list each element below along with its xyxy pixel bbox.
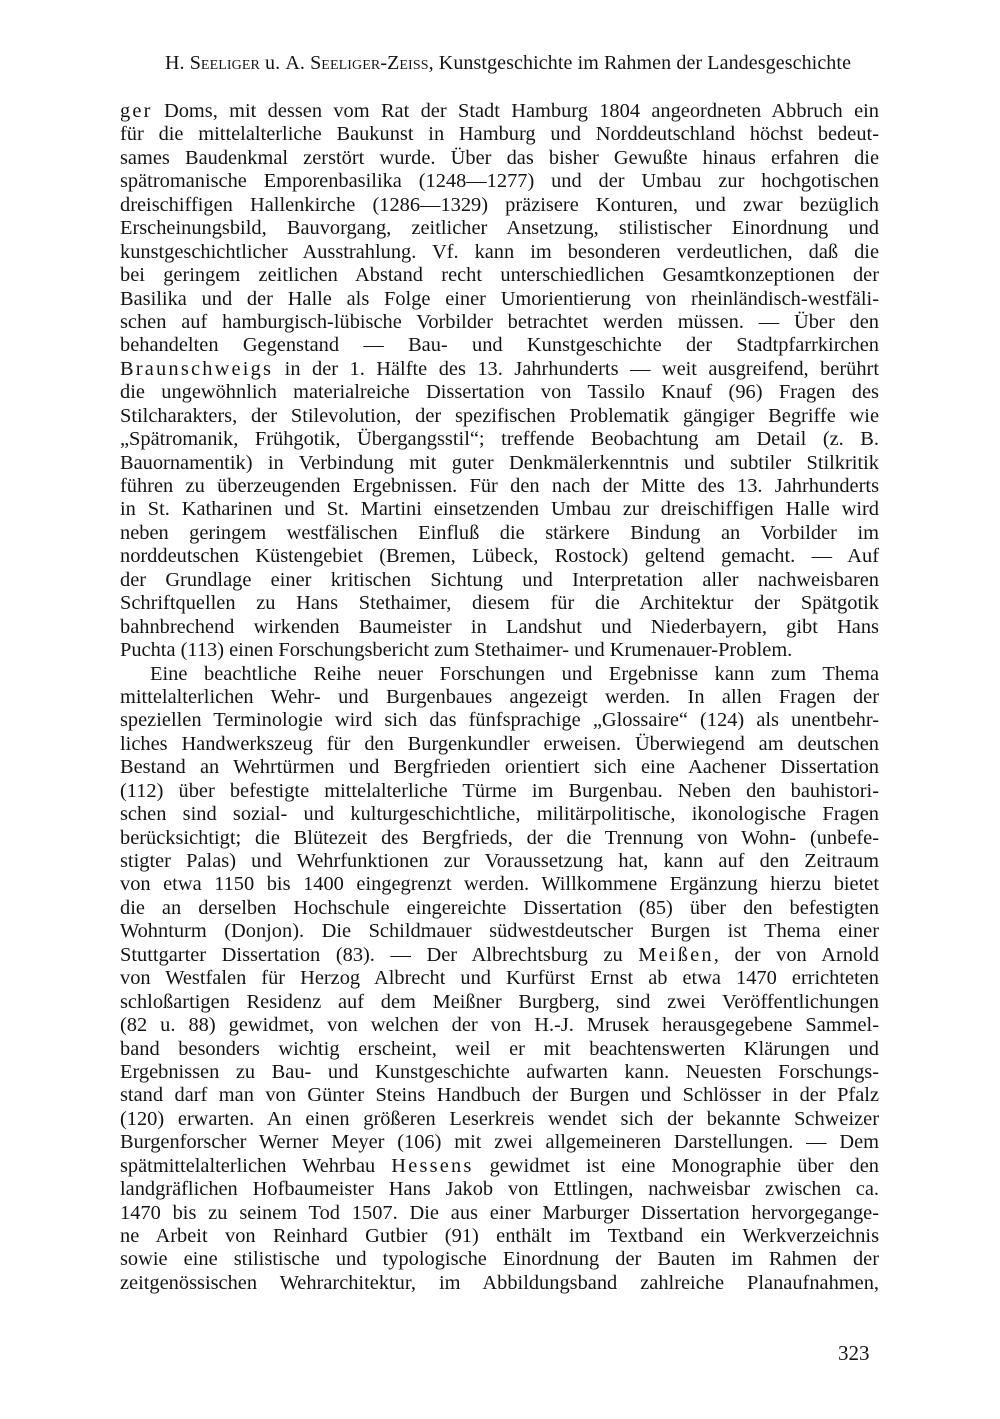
paragraph-2 bbox=[120, 663, 879, 1296]
text-line bbox=[120, 1038, 879, 1061]
text-line bbox=[120, 663, 879, 686]
text-segment: bei geringem zeitlichen Abstand recht unterschiedlichen Gesamtkonzeptionen der bbox=[120, 264, 879, 287]
text-line bbox=[120, 381, 879, 404]
text-line bbox=[120, 311, 879, 334]
text-segment: schloßartigen Residenz auf dem Meißner Burgberg, sind zwei Veröffentlichungen bbox=[120, 990, 879, 1013]
text-segment: Bestand an Wehrtürmen und Bergfrieden orientiert sich eine Aachener Dissertation bbox=[120, 756, 879, 779]
text-segment: band besonders wichtig erscheint, weil er mit beachtenswerten Klärungen und bbox=[120, 1037, 879, 1060]
text-segment: gewidmet ist eine Monographie über den bbox=[473, 1154, 879, 1177]
text-segment: neben geringem westfälischen Einfluß die stärkere Bindung an Vorbilder im bbox=[120, 521, 879, 544]
text-line bbox=[120, 709, 879, 732]
text-segment: Schriftquellen zu Hans Stethaimer, diesem für die Architektur der Spätgotik bbox=[120, 592, 879, 615]
text-line bbox=[120, 1248, 879, 1271]
text-segment: Stuttgarter Dissertation (83). — Der Albrechtsburg zu bbox=[120, 943, 639, 966]
text-line bbox=[120, 756, 879, 779]
text-line bbox=[120, 1131, 879, 1154]
text-line bbox=[120, 1202, 879, 1225]
text-segment: (112) über befestigte mittelalterliche Türme im Burgenbau. Neben den bauhistori- bbox=[120, 779, 879, 802]
text-segment: 1470 bis zu seinem Tod 1507. Die aus einer Marburger Dissertation hervorgegange- bbox=[120, 1201, 879, 1224]
text-segment: Eine beachtliche Reihe neuer Forschungen und Ergebnisse kann zum Thema bbox=[150, 662, 879, 685]
body-text bbox=[120, 100, 879, 1295]
text-segment: kunstgeschichtlicher Ausstrahlung. Vf. kann im besonderen verdeutlichen, daß die bbox=[120, 240, 879, 263]
text-line bbox=[120, 498, 879, 521]
text-line bbox=[120, 522, 879, 545]
text-line bbox=[120, 217, 879, 240]
text-segment: sames Baudenkmal zerstört wurde. Über das bisher Gewußte hinaus erfahren die bbox=[120, 146, 879, 169]
text-segment: zeitgenössischen Wehrarchitektur, im Abbildungsband zahlreiche Planaufnahmen, bbox=[120, 1271, 879, 1294]
text-line bbox=[120, 1108, 879, 1131]
text-segment: ne Arbeit von Reinhard Gutbier (91) enthält im Textband ein Werkverzeichnis bbox=[120, 1225, 879, 1247]
page-number: 323 bbox=[838, 1341, 870, 1365]
text-segment: speziellen Terminologie wird sich das fünfsprachige „Glossaire“ (124) als unentbehr- bbox=[120, 709, 879, 732]
text-segment: berücksichtigt; die Blütezeit des Bergfrieds, der die Trennung von Wohn- (unbefe- bbox=[120, 826, 879, 849]
spaced-emphasis: Hessens bbox=[391, 1154, 474, 1177]
text-segment: behandelten Gegenstand — Bau- und Kunstgeschichte der Stadtpfarrkirchen bbox=[120, 334, 879, 357]
text-line bbox=[120, 616, 879, 639]
text-segment: mittelalterlichen Wehr- und Burgenbaues angezeigt werden. In allen Fragen der bbox=[120, 685, 879, 708]
text-line bbox=[120, 827, 879, 850]
text-line bbox=[120, 428, 879, 451]
text-line bbox=[120, 780, 879, 803]
text-segment: Basilika und der Halle als Folge einer Umorientierung von rheinländisch-westfäli- bbox=[120, 287, 879, 310]
text-segment: landgräflichen Hofbaumeister Hans Jakob von Ettlingen, nachweisbar zwischen ca. bbox=[120, 1178, 879, 1201]
text-segment: Puchta (113) einen Forschungsbericht zum Stethaimer- und Krumenauer-Problem. bbox=[120, 639, 793, 662]
text-segment: spätromanische Emporenbasilika (1248—1277) und der Umbau zur hochgotischen bbox=[120, 170, 879, 193]
text-line bbox=[120, 194, 879, 217]
running-head bbox=[138, 50, 878, 76]
text-line bbox=[120, 991, 879, 1014]
text-line bbox=[120, 147, 879, 170]
text-segment: norddeutschen Küstengebiet (Bremen, Lübeck, Rostock) geltend gemacht. — Auf bbox=[120, 545, 879, 568]
text-segment: stand darf man von Günter Steins Handbuch der Burgen und Schlösser in der Pfalz bbox=[120, 1084, 879, 1107]
text-line bbox=[120, 170, 879, 193]
text-line bbox=[120, 686, 879, 709]
text-line bbox=[120, 288, 879, 311]
text-line bbox=[120, 100, 879, 123]
spaced-emphasis: Braunschweigs bbox=[120, 357, 274, 380]
text-line bbox=[120, 639, 879, 662]
text-line bbox=[120, 405, 879, 428]
text-segment: schen auf hamburgisch-lübische Vorbilder betrachtet werden müssen. — Über den bbox=[120, 310, 879, 333]
text-line bbox=[120, 475, 879, 498]
text-segment: bahnbrechend wirkenden Baumeister in Landshut und Niederbayern, gibt Hans bbox=[120, 615, 879, 638]
text-segment: Stilcharakters, der Stilevolution, der spezifischen Problematik gängiger Begriffe wie bbox=[120, 404, 879, 427]
text-segment: liches Handwerkszeug für den Burgenkundler erweisen. Überwiegend am deutschen bbox=[120, 732, 879, 755]
text-segment: in der 1. Hälfte des 13. Jahrhunderts — weit ausgreifend, berührt bbox=[273, 357, 879, 380]
text-line bbox=[120, 241, 879, 264]
text-line bbox=[120, 264, 879, 287]
text-line bbox=[120, 452, 879, 475]
text-line bbox=[120, 920, 879, 943]
text-line bbox=[120, 733, 879, 756]
text-segment: (120) erwarten. An einen größeren Leserkreis wendet sich der bekannte Schweizer bbox=[120, 1107, 879, 1130]
text-line bbox=[120, 1014, 879, 1037]
text-line bbox=[120, 334, 879, 357]
text-segment: sowie eine stilistische und typologische Einordnung der Bauten im Rahmen der bbox=[120, 1248, 879, 1271]
text-segment: „Spätromanik, Frühgotik, Übergangsstil“; treffende Beobachtung am Detail (z. B. bbox=[120, 428, 879, 451]
spaced-emphasis: Meißen bbox=[638, 943, 714, 966]
text-segment: in St. Katharinen und St. Martini einsetzenden Umbau zur dreischiffigen Halle wird bbox=[120, 498, 879, 521]
running-head-conjunction: u. bbox=[259, 52, 286, 74]
running-head-title: , Kunstgeschichte im Rahmen der Landesgeschichte bbox=[428, 52, 852, 74]
text-segment: der Grundlage einer kritischen Sichtung und Interpretation aller nachweisbaren bbox=[120, 568, 879, 591]
text-line bbox=[120, 1178, 879, 1201]
text-segment: spätmittelalterlichen Wehrbau bbox=[120, 1154, 392, 1177]
text-line bbox=[120, 873, 879, 896]
text-segment: Burgenforscher Werner Meyer (106) mit zwei allgemeineren Darstellungen. — Dem bbox=[120, 1131, 879, 1154]
text-segment: Ergebnissen zu Bau- und Kunstgeschichte aufwarten kann. Neuesten Forschungs- bbox=[120, 1060, 879, 1083]
text-line bbox=[120, 592, 879, 615]
text-segment: führen zu überzeugenden Ergebnissen. Für den nach der Mitte des 13. Jahrhunderts bbox=[120, 475, 879, 497]
text-line bbox=[120, 1272, 879, 1295]
text-line bbox=[120, 1155, 879, 1178]
text-line bbox=[120, 897, 879, 920]
text-segment: (82 u. 88) gewidmet, von welchen der von H.-J. Mrusek herausgegebene Sammel- bbox=[120, 1014, 879, 1037]
text-segment: Wohnturm (Donjon). Die Schildmauer südwestdeutscher Burgen ist Thema einer bbox=[120, 920, 879, 943]
text-segment: die an derselben Hochschule eingereichte Dissertation (85) über den befestigten bbox=[120, 896, 879, 919]
text-line bbox=[120, 1084, 879, 1107]
text-segment: dreischiffigen Hallenkirche (1286—1329) präzisere Konturen, und zwar bezüglich bbox=[120, 193, 879, 216]
text-line bbox=[120, 1225, 879, 1248]
text-line bbox=[120, 358, 879, 381]
text-segment: stigter Palas) und Wehrfunktionen zur Voraussetzung hat, kann auf den Zeitraum bbox=[120, 850, 879, 872]
text-line bbox=[120, 803, 879, 826]
running-head-author-a: H. Seeliger bbox=[164, 52, 260, 74]
text-segment: für die mittelalterliche Baukunst in Hamburg und Norddeutschland höchst bedeut- bbox=[120, 123, 879, 146]
text-segment: die ungewöhnlich materialreiche Dissertation von Tassilo Knauf (96) Fragen des bbox=[120, 381, 879, 404]
text-segment: Erscheinungsbild, Bauvorgang, zeitlicher Ansetzung, stilistischer Einordnung und bbox=[120, 217, 879, 240]
text-line bbox=[120, 967, 879, 990]
text-line bbox=[120, 944, 879, 967]
text-segment: Bauornamentik) in Verbindung mit guter Denkmälerkenntnis und subtiler Stilkritik bbox=[120, 451, 879, 474]
text-segment: schen sind sozial- und kulturgeschichtliche, militärpolitische, ikonologische Fragen bbox=[120, 803, 879, 826]
text-segment: , der von Arnold bbox=[713, 943, 879, 966]
text-line bbox=[120, 569, 879, 592]
text-line bbox=[120, 1061, 879, 1084]
text-segment: von etwa 1150 bis 1400 eingegrenzt werden. Willkommene Ergänzung hierzu bietet bbox=[120, 873, 879, 896]
text-line bbox=[120, 123, 879, 146]
running-head-author-b: A. Seeliger-Zeiss bbox=[285, 52, 429, 74]
paragraph-1 bbox=[120, 100, 879, 663]
text-segment: von Westfalen für Herzog Albrecht und Kurfürst Ernst ab etwa 1470 errichteten bbox=[120, 967, 879, 990]
text-segment: Doms, mit dessen vom Rat der Stadt Hamburg 1804 angeordneten Abbruch ein bbox=[152, 100, 879, 122]
spaced-emphasis: ger bbox=[120, 100, 153, 122]
text-line bbox=[120, 850, 879, 873]
text-line bbox=[120, 545, 879, 568]
